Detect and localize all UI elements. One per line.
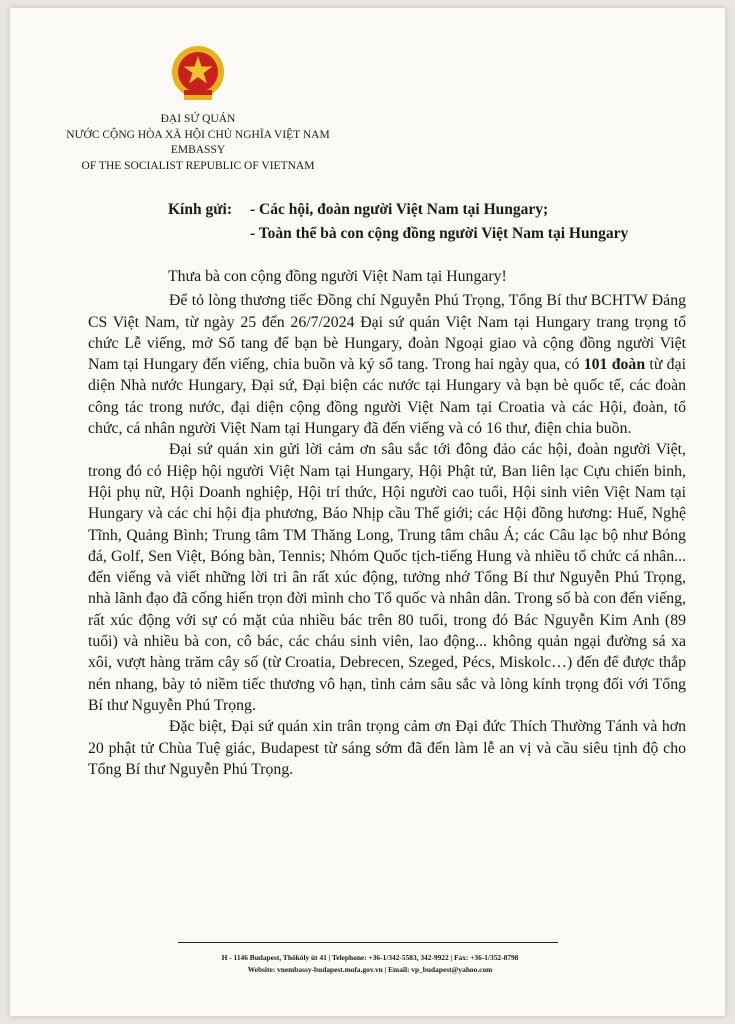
recipients-block xyxy=(168,198,628,246)
paragraph-1-part-a: Để tỏ lòng thương tiếc Đồng chí Nguyễn Phú Trọng, Tổng Bí thư BCHTW Đảng CS Việt Nam, từ ngày 25 đến 26/7/2024 Đại sứ quán Việt Nam tại Hungary trang trọng tổ chức Lễ viếng, mở Sổ tang để bạn bè Hungary, đoàn Ngoại giao và cộng đồng người Việt Nam tại Hungary đến viếng, chia buồn và ký sổ tang. Trong hai ngày qua, có xyxy=(88,292,686,374)
footer-website: Website: vnembassy-budapest.mofa.gov.vn | Email: vp_budapest@yahoo.com xyxy=(247,965,493,974)
recipient-line-1: - Các hội, đoàn người Việt Nam tại Hungary; xyxy=(250,201,549,218)
footer xyxy=(150,952,590,976)
letter-page xyxy=(10,8,725,1016)
header-line-1: ĐẠI SỨ QUÁN xyxy=(160,113,236,125)
paragraph-2: Đại sứ quán xin gửi lời cảm ơn sâu sắc tới đông đảo các hội, đoàn người Việt, trong đó có Hiệp hội người Việt Nam tại Hungary, Hội Phật tử, Ban liên lạc Cựu chiến binh, Hội phụ nữ, Hội Doanh nghiệp, Hội trí thức, Hội người cao tuổi, Hội sinh viên Việt Nam tại Hungary và các chi hội địa phương, Báo Nhịp cầu Thế giới; các Hội đồng hương: Huế, Nghệ Tĩnh, Quảng Bình; Trung tâm TM Thăng Long, Trung tâm châu Á; các Câu lạc bộ như Bóng đá, Golf, Sen Việt, Bóng bàn, Tennis; Nhóm Quốc tịch-tiếng Hung và nhiều tổ chức cá nhân... đến viếng và viết những lời tri ân rất xúc động, tưởng nhớ Tổng Bí thư Nguyễn Phú Trọng, nhà lãnh đạo đã cống hiến trọn đời mình cho Tổ quốc và nhân dân. Trong số bà con đến viếng, rất xúc động với sự có mặt của nhiều bác trên 80 tuổi, trong đó Bác Nguyễn Kim Anh (89 tuổi) và nhiều bà con, cô bác, các cháu sinh viên, lao động... không quản ngại đường sá xa xôi, vượt hàng trăm cây số (từ Croatia, Debrecen, Szeged, Pécs, Miskolc…) đến để được thắp nén nhang, bày tỏ niềm tiếc thương vô hạn, tình cảm sâu sắc và lòng kính trọng đối với Tổng Bí thư Nguyễn Phú Trọng. xyxy=(88,441,686,714)
recipient-line-2: - Toàn thể bà con cộng đồng người Việt Nam tại Hungary xyxy=(250,225,629,242)
national-emblem-icon xyxy=(170,44,226,106)
header-line-2: NƯỚC CỘNG HÒA XÃ HỘI CHỦ NGHĨA VIỆT NAM xyxy=(66,128,330,141)
greeting: Thưa bà con cộng đồng người Việt Nam tại Hungary! xyxy=(168,268,507,285)
paragraph-1-bold: 101 đoàn xyxy=(583,356,646,374)
letter-body xyxy=(88,266,686,780)
footer-address: H - 1146 Budapest, Thököly út 41 | Telephone: +36-1/342-5583, 342-9922 | Fax: +36-1/352-8798 xyxy=(221,953,519,962)
header-line-4: OF THE SOCIALIST REPUBLIC OF VIETNAM xyxy=(81,159,315,172)
paragraph-1 xyxy=(88,290,686,439)
paragraph-1-part-b: từ đại diện Nhà nước Hungary, Đại sứ, Đại biện các nước tại Hungary và bạn bè quốc tế, các đoàn công tác trong nước, đại diện cộng đồng người Việt Nam tại Croatia và các Hội, đoàn, tổ chức, cá nhân người Việt Nam tại Hungary đã đến viếng và có 16 thư, điện chia buồn. xyxy=(88,356,686,438)
footer-divider xyxy=(178,942,558,943)
header-line-3: EMBASSY xyxy=(170,144,226,156)
embassy-header xyxy=(38,112,358,174)
recipients-label: Kính gửi: xyxy=(168,201,232,218)
paragraph-3: Đặc biệt, Đại sứ quán xin trân trọng cảm ơn Đại đức Thích Thường Tánh và hơn 20 phật tử Chùa Tuệ giác, Budapest từ sáng sớm đã đến làm lễ an vị và cầu siêu tịnh độ cho Tổng Bí thư Nguyễn Phú Trọng. xyxy=(88,718,686,778)
